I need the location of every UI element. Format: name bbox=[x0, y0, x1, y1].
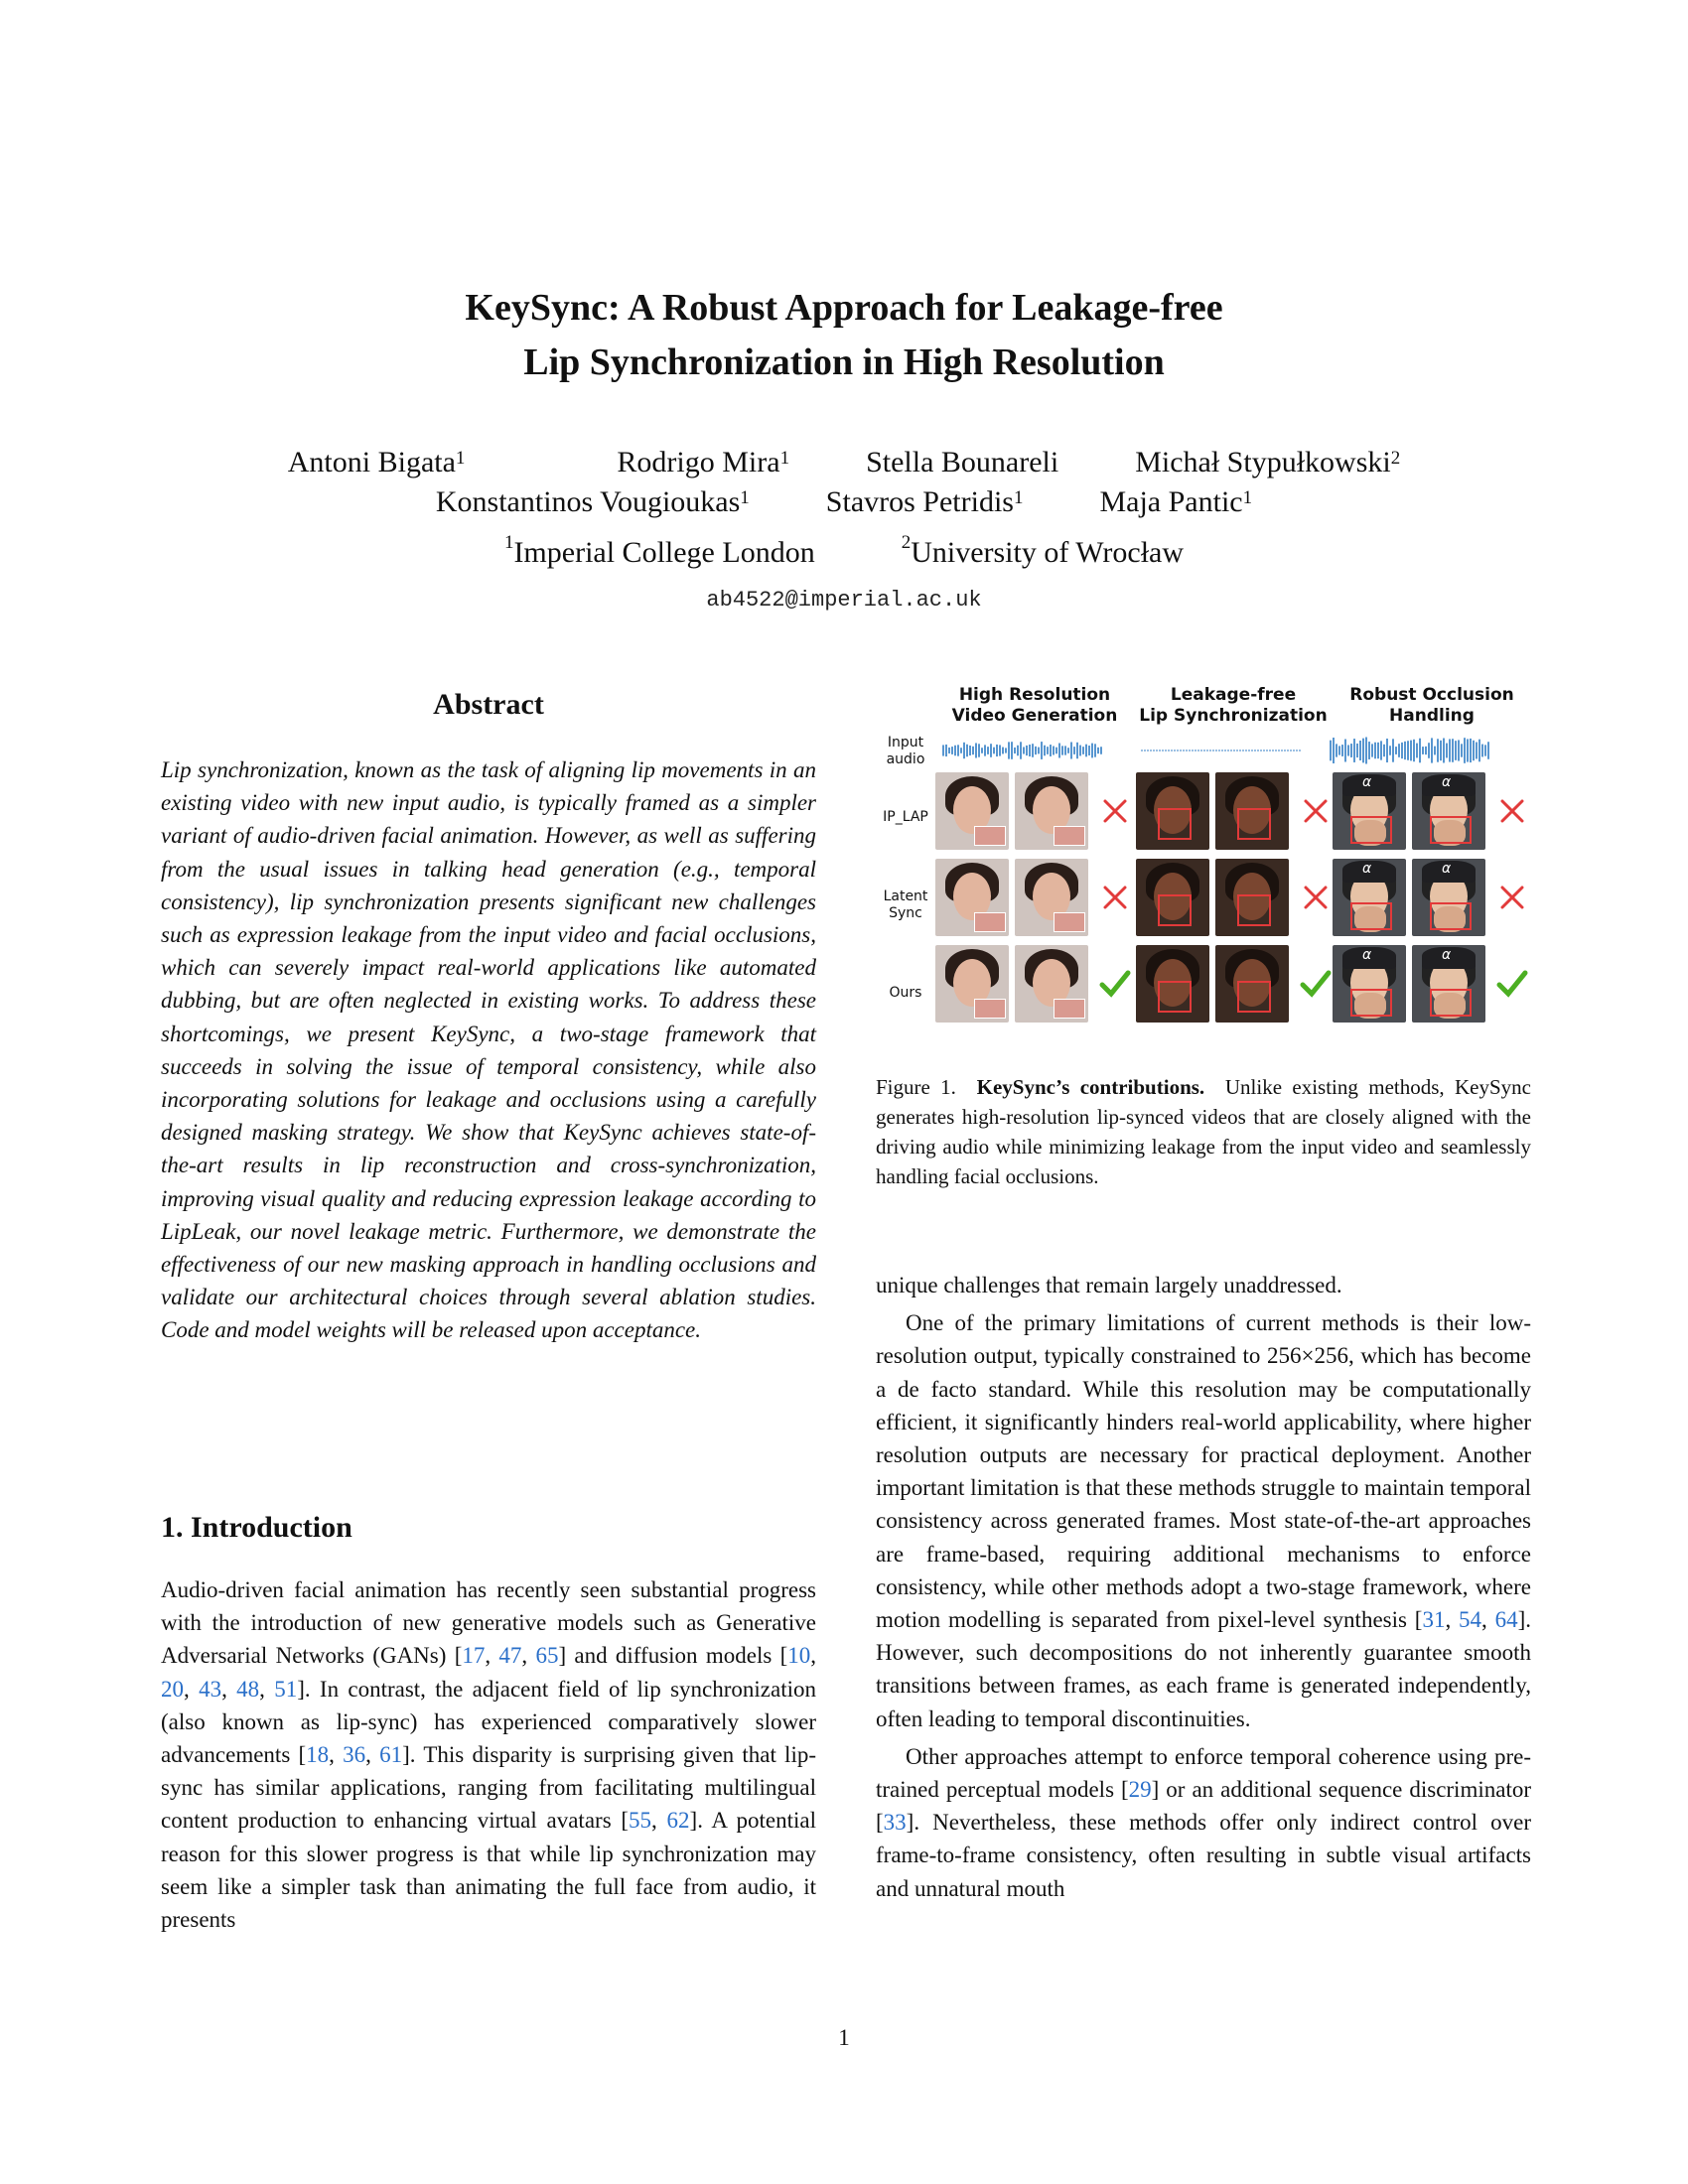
title-line-1: KeySync: A Robust Approach for Leakage-free bbox=[465, 287, 1223, 329]
mouth-region-box bbox=[1237, 894, 1271, 926]
video-frame-thumbnail bbox=[1215, 945, 1289, 1023]
abstract-text: Lip synchronization, known as the task of aligning lip movements in an existing video with new input audio, is typically framed as a simpler variant of audio-driven facial animation. However, as well as suffering from the usual issues in talking head generation (e.g., temporal consistency), lip synchronization presents significant new challenges such as expression leakage from the input video and facial occlusions, which can severely impact real-world applications like automated dubbing, but are often neglected in existing works. To address these shortcomings, we present KeySync, a two-stage framework that succeeds in solving the issue of temporal consistency, while also incorporating solutions for leakage and occlusions using a carefully designed masking strategy. We show that KeySync achieves state-of-the-art results in lip reconstruction and cross-synchronization, improving visual quality and reducing expression leakage according to LipLeak, our novel leakage metric. Furthermore, we demonstrate the effectiveness of our new masking approach in handling occlusions and validate our architectural choices through several ablation studies. Code and model weights will be released upon acceptance. bbox=[161, 757, 816, 1343]
citation-link[interactable]: 65 bbox=[535, 1643, 559, 1669]
author: Rodrigo Mira$^1$ bbox=[617, 446, 790, 478]
cap-logo: α bbox=[1442, 774, 1452, 790]
author: Stavros Petridis$^1$ bbox=[825, 485, 1024, 518]
intro-paragraph: Audio-driven facial animation has recently seen substantial progress with the introduction of new generative models such as Generative Adversarial Networks (GANs) [17, 47, 65] and diffusion models [10, 20, 43, 48, 51]. In contrast, the adjacent field of lip synchronization (also known as lip-sync) has experienced comparatively slower advancements [18, 36, 61]. This disparity is surprising given that lip-sync has similar applications, ranging from facilitating multilingual content production to enhancing virtual avatars [55, 62]. A potential reason for this slower progress is that while lip synchronization may seem like a simpler task than animating the full face from audio, it presents bbox=[161, 1577, 816, 1933]
paragraph: Other approaches attempt to enforce temporal coherence using pre-trained perceptual models [29] or an additional sequence discriminator [33]. Nevertheless, these methods offer only indirect control over frame-to-frame consistency, often resulting in subtle visual artifacts and unnatural mouth bbox=[876, 1743, 1531, 1901]
check-icon bbox=[1098, 967, 1132, 1001]
mouth-region-box bbox=[1350, 989, 1392, 1017]
figure-column-heading: Leakage-free Lip Synchronization bbox=[1139, 685, 1328, 726]
paragraph: One of the primary limitations of current methods is their low-resolution output, typically constrained to 256×256, which has become a de facto standard. While this resolution may be computationally efficient, it significantly hinders real-world applicability, where higher resolution outputs are necessary for practical deployment. Another important limitation is that these methods struggle to maintain temporal consistency across generated frames. Most state-of-the-art approaches are frame-based, requiring additional mechanisms to enforce consistency, while other methods adopt a two-stage framework, where motion modelling is separated from pixel-level synthesis [31, 54, 64]. However, such decompositions do not inherently guarantee smooth transitions between frames, as each frame is generated independently, often leading to temporal discontinuities. bbox=[876, 1310, 1532, 1731]
video-frame-thumbnail bbox=[1412, 772, 1485, 850]
author: Maja Pantic$^1$ bbox=[1099, 485, 1253, 518]
cross-icon bbox=[1299, 881, 1333, 914]
mouth-region-box bbox=[1430, 816, 1472, 844]
citation-link[interactable]: 31 bbox=[1422, 1607, 1446, 1633]
page-number: 1 bbox=[838, 2025, 850, 2050]
cap-logo: α bbox=[1442, 947, 1452, 963]
mouth-inset bbox=[1054, 912, 1085, 932]
video-frame-thumbnail bbox=[1136, 945, 1209, 1023]
affiliation: $^2$University of Wrocław bbox=[901, 532, 1185, 569]
video-frame-thumbnail bbox=[1015, 859, 1088, 936]
figure-row-label: Input audio bbox=[886, 735, 925, 767]
citation-link[interactable]: 36 bbox=[343, 1742, 366, 1768]
citation-link[interactable]: 51 bbox=[274, 1676, 298, 1702]
video-frame-thumbnail bbox=[935, 945, 1009, 1023]
citation-link[interactable]: 33 bbox=[883, 1810, 907, 1836]
affiliation: $^1$Imperial College London bbox=[503, 532, 815, 569]
figure-column-heading: Robust Occlusion Handling bbox=[1349, 685, 1514, 726]
video-frame-thumbnail bbox=[935, 772, 1009, 850]
video-frame-thumbnail bbox=[1333, 772, 1406, 850]
author: Konstantinos Vougioukas$^1$ bbox=[435, 485, 750, 518]
video-frame-thumbnail bbox=[1333, 945, 1406, 1023]
affiliations bbox=[0, 532, 1688, 570]
cross-icon bbox=[1495, 794, 1529, 828]
mouth-region-box bbox=[1350, 902, 1392, 930]
paper-title bbox=[0, 281, 1688, 390]
video-frame-thumbnail bbox=[1136, 772, 1209, 850]
abstract-heading: Abstract bbox=[433, 688, 544, 721]
mouth-region-box bbox=[1430, 902, 1472, 930]
citation-link[interactable]: 17 bbox=[462, 1643, 486, 1669]
author: Michał Stypułkowski$^2$ bbox=[1135, 446, 1401, 478]
mouth-region-box bbox=[1158, 808, 1192, 840]
video-frame-thumbnail bbox=[1015, 945, 1088, 1023]
mouth-region-box bbox=[1158, 981, 1192, 1013]
figure-1 bbox=[876, 685, 1531, 1042]
cross-icon bbox=[1098, 794, 1132, 828]
citation-link[interactable]: 47 bbox=[498, 1643, 522, 1669]
citation-link[interactable]: 29 bbox=[1128, 1777, 1152, 1803]
cross-icon bbox=[1299, 794, 1333, 828]
citation-link[interactable]: 18 bbox=[306, 1742, 330, 1768]
section-heading-introduction: 1. Introduction bbox=[161, 1511, 352, 1544]
author-row-1 bbox=[0, 443, 1688, 482]
mouth-region-box bbox=[1158, 894, 1192, 926]
figure-row-label: Latent Sync bbox=[883, 888, 928, 921]
video-frame-thumbnail bbox=[1215, 859, 1289, 936]
author: Antoni Bigata$^1$ bbox=[287, 446, 466, 478]
mouth-region-box bbox=[1237, 808, 1271, 840]
cross-icon bbox=[1495, 881, 1529, 914]
mouth-region-box bbox=[1237, 981, 1271, 1013]
mouth-inset bbox=[1054, 826, 1085, 846]
video-frame-thumbnail bbox=[935, 859, 1009, 936]
mouth-region-box bbox=[1430, 989, 1472, 1017]
citation-link[interactable]: 20 bbox=[161, 1676, 184, 1702]
cap-logo: α bbox=[1362, 861, 1372, 877]
citation-link[interactable]: 43 bbox=[199, 1676, 222, 1702]
citation-link[interactable]: 55 bbox=[629, 1808, 652, 1834]
video-frame-thumbnail bbox=[1412, 859, 1485, 936]
audio-waveform bbox=[943, 742, 1101, 759]
author-row-2 bbox=[0, 482, 1688, 522]
intro-continued bbox=[876, 1269, 1531, 1905]
cap-logo: α bbox=[1362, 947, 1372, 963]
video-frame-thumbnail bbox=[1136, 859, 1209, 936]
citation-link[interactable]: 64 bbox=[1494, 1607, 1518, 1633]
citation-link[interactable]: 10 bbox=[787, 1643, 811, 1669]
check-icon bbox=[1299, 967, 1333, 1001]
citation-link[interactable]: 48 bbox=[236, 1676, 260, 1702]
cap-logo: α bbox=[1362, 774, 1372, 790]
mouth-inset bbox=[974, 826, 1006, 846]
author: Stella Bounareli bbox=[866, 446, 1059, 478]
citation-link[interactable]: 61 bbox=[379, 1742, 403, 1768]
citation-link[interactable]: 54 bbox=[1459, 1607, 1482, 1633]
mouth-region-box bbox=[1350, 816, 1392, 844]
cap-logo: α bbox=[1442, 861, 1452, 877]
cross-icon bbox=[1098, 881, 1132, 914]
figure-column-heading: High Resolution Video Generation bbox=[951, 685, 1118, 726]
figure-row-label: Ours bbox=[889, 985, 922, 1001]
video-frame-thumbnail bbox=[1015, 772, 1088, 850]
contact-email: ab4522@imperial.ac.uk bbox=[706, 588, 982, 613]
citation-link[interactable]: 62 bbox=[666, 1808, 690, 1834]
mouth-inset bbox=[1054, 999, 1085, 1019]
audio-waveform bbox=[1331, 737, 1488, 763]
check-icon bbox=[1495, 967, 1529, 1001]
video-frame-thumbnail bbox=[1333, 859, 1406, 936]
video-frame-thumbnail bbox=[1215, 772, 1289, 850]
video-frame-thumbnail bbox=[1412, 945, 1485, 1023]
figure-caption: Figure 1. KeySync’s contributions. Unlike existing methods, KeySync generates high-resolution lip-synced videos that are closely aligned with the driving audio while minimizing leakage from the input video and seamlessly handling facial occlusions. bbox=[876, 1075, 1532, 1188]
mouth-inset bbox=[974, 999, 1006, 1019]
figure-row-label: IP_LAP bbox=[883, 809, 928, 825]
paragraph: unique challenges that remain largely unaddressed. bbox=[876, 1273, 1342, 1297]
mouth-inset bbox=[974, 912, 1006, 932]
title-line-2: Lip Synchronization in High Resolution bbox=[523, 341, 1165, 383]
audio-waveform-row bbox=[935, 733, 1531, 768]
audio-waveform-flat bbox=[1142, 750, 1300, 751]
